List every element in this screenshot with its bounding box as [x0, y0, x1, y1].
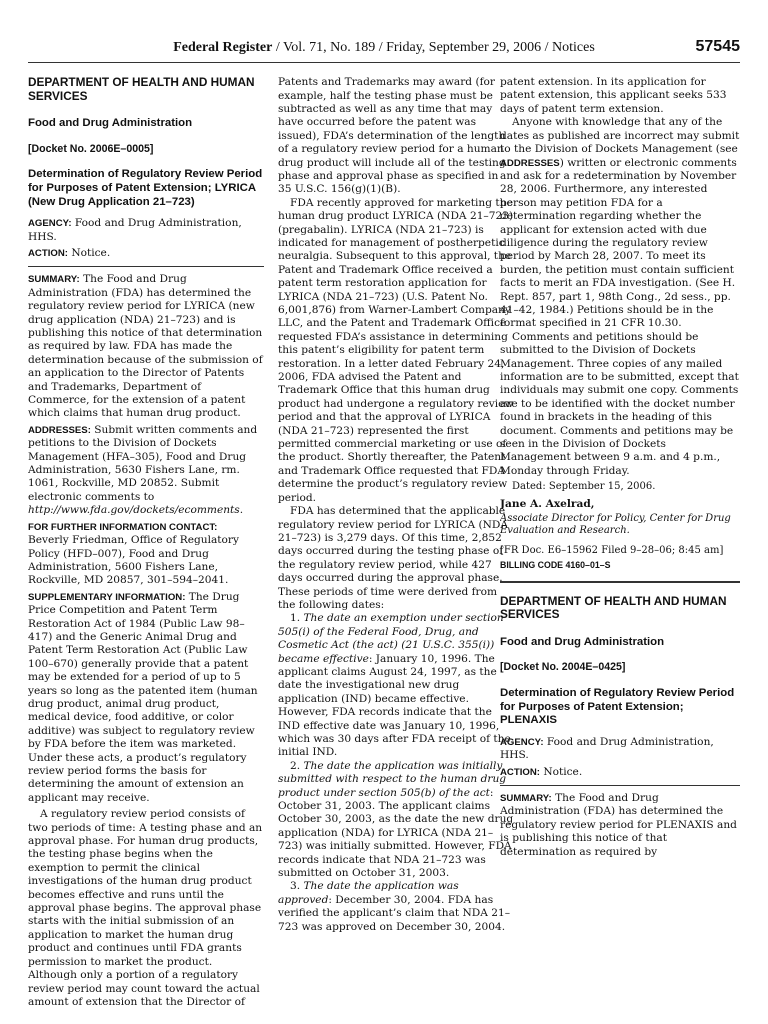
notice2-agency-name: Food and Drug Administration — [500, 635, 665, 648]
notice1-contact — [28, 521, 264, 588]
date-item-2-text: : October 31, 2003. The applicant claims October 30, 2003, as the date the new drug application (NDA) for LYRICA (NDA 21–723) was initially submitted. However, FDA records indicate that NDA 21–723 was submitted on October 31, 2003. — [278, 786, 514, 880]
date-item-1-number: 1. — [290, 612, 304, 625]
agency-label: AGENCY: — [28, 218, 72, 230]
signer-name: Jane A. Axelrad, — [500, 497, 595, 510]
notice1-addresses: ADDRESSES: Submit written comments and petitions to the Division of Dockets Management (HFA–305), Food and Drug Administration, 5630 Fishers Lane, rm. 1061, Rockville, MD 20852. Submit electronic comments to http://www.fda.gov/dockets/ecomments. — [28, 423, 258, 517]
supplementary-label: SUPPLEMENTARY INFORMATION: — [28, 591, 186, 603]
notice2-department: DEPARTMENT OF HEALTH AND HUMAN SERVICES — [500, 593, 727, 622]
notice2-agency-text: Food and Drug Administration, HHS. — [500, 735, 714, 762]
contact-label: FOR FURTHER INFORMATION CONTACT: — [28, 521, 218, 533]
paragraph-review-period-continued: Patents and Trademarks may award (for example, half the testing phase must be subtracted as well as any time that may have occurred before the patent was issued), FDA’s determination of the length of a regulatory review period for a human drug product will include all of the testing phase and approval phase as specified in 35 U.S.C. 156(g)(1)(B). — [278, 76, 506, 196]
notice2-agency-label: AGENCY: — [500, 736, 544, 748]
notice2-title: Determination of Regulatory Review Period for Purposes of Patent Extension; PLENAXIS — [500, 687, 735, 727]
signature-date: Dated: September 15, 2006. — [512, 481, 656, 493]
notice2-summary-text: The Food and Drug Administration (FDA) has determined the regulatory review period for PLENAXIS and is publishing this notice of that determination as required by — [500, 792, 737, 858]
page-header — [28, 38, 740, 63]
supplementary-text: The Drug Price Competition and Patent Term Restoration Act of 1984 (Public Law 98–417) and the Generic Animal Drug and Patent Term Restoration Act (Public Law 100–670) generally provide that a patent may be extended for a period of up to 5 years so long as the patented item (human drug product, animal drug product, medical device, food additive, or color additive) was subject to regulatory review by FDA before the item was marketed. Under these acts, a product’s regulatory review period forms the basis for determining the amount of extension an applicant may receive. — [28, 590, 258, 804]
signer-title: Associate Director for Policy, Center for Drug Evaluation and Research. — [500, 513, 731, 537]
notice2-action-label: ACTION: — [500, 766, 540, 778]
date-item-1-italic: The date an exemption under section 505(i) of the Federal Food, Drug, and Cosmetic Act (the act) (21 U.S.C. 355(i)) became effective — [278, 612, 504, 665]
date-item-2-italic: The date the application was initially submitted with respect to the human drug product under section 505(b) of the act — [278, 759, 507, 799]
date-item-3 — [278, 880, 514, 934]
agency-text: Food and Drug Administration, HHS. — [28, 217, 242, 243]
issue-info: / Vol. 71, No. 189 / Friday, September 29, 2006 / Notices — [272, 40, 595, 55]
anyone-text-a: Anyone with knowledge that any of the dates as published are incorrect may submit to the Division of Dockets Management (see — [500, 116, 740, 156]
date-item-3-italic: The date the application was approved — [278, 880, 459, 906]
notice1-agency-name: Food and Drug Administration — [28, 117, 193, 130]
notice1-summary — [28, 273, 264, 420]
anyone-text-b: ) written or electronic comments and ask for a redetermination by November 28, 2006. Furthermore, any interested person may petition FDA for a determination regarding whether the applicant for extension acted with due diligence during the regulatory review period by March 28, 2007. To meet its burden, the petition must contain sufficient facts to merit an FDA investigation. (See H. Rept. 857, part 1, 98th Cong., 2d sess., pp. 41–42, 1984.) Petitions should be in the format specified in 21 CFR 10.30. — [500, 156, 737, 330]
notice2-action — [500, 766, 740, 779]
notice1-action — [28, 247, 264, 260]
paragraph-comments: Comments and petitions should be submitted to the Division of Dockets Management. Three copies of any mailed information are to be submitted, except that individuals may submit one copy. Comments are to be identified with the docket number found in brackets in the heading of this document. Comments and petitions may be seen in the Division of Dockets Management between 9 a.m. and 4 p.m., Monday through Friday. — [500, 330, 739, 477]
notice2-divider — [500, 785, 740, 786]
billing-code: BILLING CODE 4160–01–S — [500, 560, 611, 571]
divider — [28, 266, 264, 267]
notice2-agency — [500, 736, 740, 763]
action-label: ACTION: — [28, 247, 68, 259]
addresses-label: ADDRESSES: — [28, 424, 91, 436]
date-item-3-text: : December 30, 2004. FDA has verified the applicant’s claim that NDA 21–723 was approved on December 30, 2004. — [278, 893, 511, 933]
fr-doc-line: [FR Doc. E6–15962 Filed 9–28–06; 8:45 am] — [500, 544, 724, 556]
paragraph-approved: FDA recently approved for marketing the human drug product LYRICA (NDA 21–723) (pregabalin). LYRICA (NDA 21–723) is indicated for management of postherpetic neuralgia. Subsequent to this approval, the Patent and Trademark Office received a patent term restoration application for LYRICA (NDA 21–723) (U.S. Patent No. 6,001,876) from Warner-Lambert Company LLC, and the Patent and Trademark Office requested FDA’s assistance in determining this patent’s eligibility for patent term restoration. In a letter dated February 24, 2006, FDA advised the Patent and Trademark Office that this human drug product had undergone a regulatory review period and that the approval of LYRICA (NDA 21–723) represented the first permitted commercial marketing or use of the product. Shortly thereafter, the Patent and Trademark Office requested that FDA determine the product’s regulatory review period. — [278, 196, 514, 504]
notice2-action-text: Notice. — [539, 765, 583, 778]
running-head — [28, 40, 740, 56]
notice1-title: Determination of Regulatory Review Period for Purposes of Patent Extension; LYRICA (New Drug Application 21–723) — [28, 168, 263, 208]
anyone-addresses-ref: ADDRESSES — [500, 157, 560, 169]
notice2-summary — [500, 792, 740, 859]
notice2-docket: [Docket No. 2004E–0425] — [500, 661, 626, 674]
section-divider — [500, 581, 740, 583]
notice1-agency — [28, 217, 264, 244]
notice1-docket: [Docket No. 2006E–0005] — [28, 142, 154, 155]
notice1-supplementary — [28, 591, 264, 806]
date-item-3-number: 3. — [290, 880, 304, 893]
date-item-1-text: : January 10, 1996. The applicant claims August 24, 1997, as the date the investigational new drug application (IND) became effective. However, FDA records indicate that the IND effective date was January 10, 1996, which was 30 days after FDA receipt of the initial IND. — [278, 652, 511, 759]
column-1 — [28, 76, 264, 1009]
notice2-summary-label: SUMMARY: — [500, 793, 552, 805]
action-text: Notice. — [67, 246, 111, 259]
date-item-1 — [278, 612, 514, 759]
addresses-text: Submit written comments and petitions to the Division of Dockets Management (HFA–305), Food and Drug Administration, 5630 Fishers Lane, rm. 1061, Rockville, MD 20852. Submit electronic comments to — [28, 423, 258, 503]
paragraph-review-period: A regulatory review period consists of two periods of time: A testing phase and an approval phase. For human drug products, the testing phase begins when the exemption to permit the clinical investigations of the human drug product becomes effective and runs until the approval phase begins. The approval phase starts with the initial submission of an application to market the human drug product and continues until FDA grants permission to market the product. Although only a portion of a regulatory review period may count toward the actual amount of extension that the Director of — [28, 808, 263, 1008]
addresses-url-link[interactable]: http://www.fda.gov/dockets/ecomments — [28, 504, 240, 517]
summary-label: SUMMARY: — [28, 274, 80, 286]
summary-text: The Food and Drug Administration (FDA) has determined the regulatory review period for LYRICA (new drug application (NDA) 21–723) and is publishing this notice of that determination as required by law. FDA has made the determination because of the submission of an application to the Director of Patents and Trademarks, Department of Commerce, for the extension of a patent which claims that human drug product. — [28, 273, 263, 420]
date-item-2 — [278, 760, 514, 881]
journal-name: Federal Register — [173, 40, 273, 55]
column-2-flow — [278, 76, 514, 934]
notice1-department: DEPARTMENT OF HEALTH AND HUMAN SERVICES — [28, 76, 255, 103]
date-item-2-number: 2. — [290, 759, 304, 772]
paragraph-determined: FDA has determined that the applicable regulatory review period for LYRICA (NDA 21–723) is 3,279 days. Of this time, 2,852 days occurred during the testing phase of the regulatory review period, while 427 days occurred during the approval phase. These periods of time were derived from the following dates: — [278, 505, 509, 611]
column-2 — [278, 76, 514, 1014]
contact-text: Beverly Friedman, Office of Regulatory Policy (HFD–007), Food and Drug Administration, 5600 Fishers Lane, Rockville, MD 20857, 301–594–2041. — [28, 534, 239, 587]
page-number: 57545 — [695, 38, 740, 55]
column-3 — [500, 76, 740, 1020]
paragraph-anyone — [500, 116, 740, 331]
paragraph-establishes: patent extension. In its application for patent extension, this applicant seeks 533 days of patent term extension. — [500, 76, 727, 115]
